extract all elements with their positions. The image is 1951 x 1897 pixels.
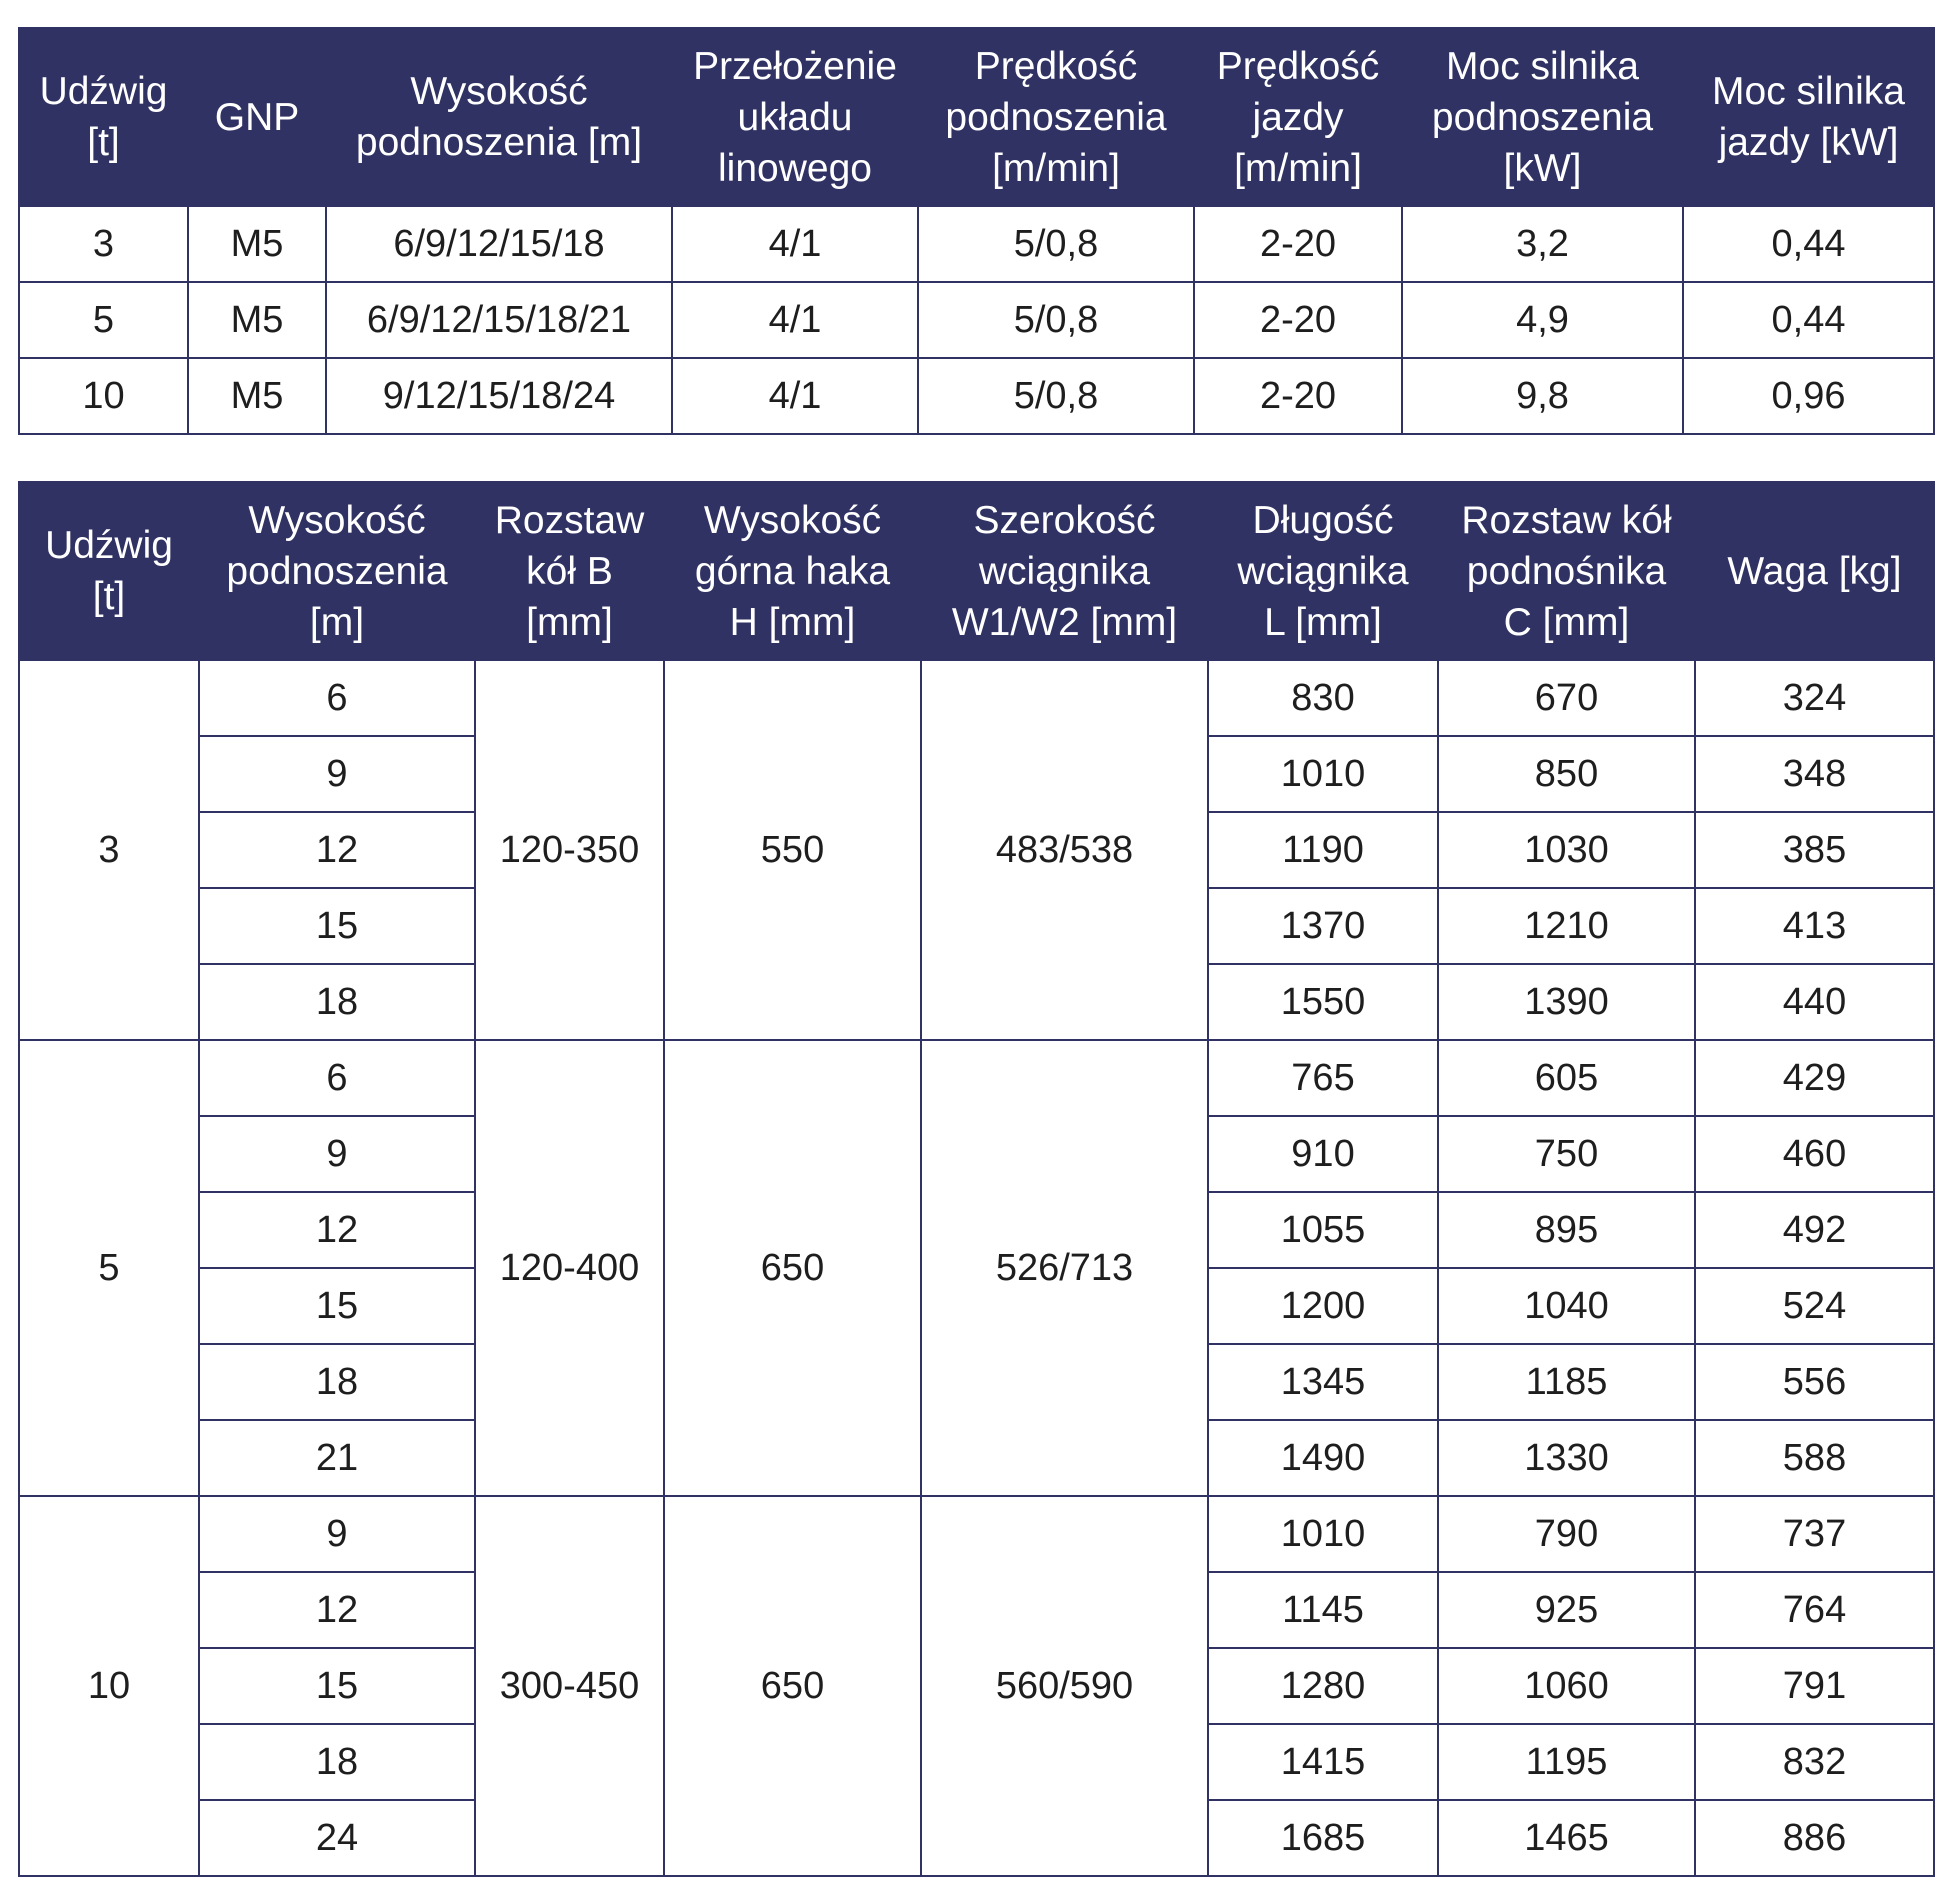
header-line: [t] — [92, 575, 126, 618]
header-line: [kW] — [1503, 146, 1582, 190]
hoist-spec-table-header — [19, 28, 1934, 206]
header-rope-reeving — [672, 28, 918, 206]
header-line: Udźwig — [39, 70, 168, 113]
hoist-spec-table-body — [19, 206, 1934, 434]
height-cell: 18 — [199, 1344, 475, 1420]
height-cell: 9 — [199, 736, 475, 812]
header-lifting-height — [326, 28, 672, 206]
header-hoist-length — [1208, 482, 1438, 660]
header-line: Rozstaw — [494, 498, 645, 542]
capacity-cell: 10 — [19, 1496, 199, 1876]
header-line: L [mm] — [1264, 600, 1382, 644]
header-line: podnośnika — [1466, 549, 1667, 593]
table-row — [19, 282, 1934, 358]
length-cell: 1010 — [1208, 1496, 1438, 1572]
table-cell: 0,44 — [1683, 282, 1934, 358]
header-line: wciągnika — [978, 549, 1151, 593]
weight-cell: 324 — [1695, 660, 1934, 736]
length-cell: 1010 — [1208, 736, 1438, 812]
height-cell: 15 — [199, 1648, 475, 1724]
spacing-c-cell: 1185 — [1438, 1344, 1695, 1420]
header-hook-height-h — [664, 482, 921, 660]
length-cell: 1280 — [1208, 1648, 1438, 1724]
dimensions-table — [18, 481, 1935, 1877]
header-line: Prędkość — [1216, 44, 1380, 88]
table-row — [19, 1496, 1934, 1572]
weight-cell: 764 — [1695, 1572, 1934, 1648]
header-line: jazdy — [1252, 95, 1344, 139]
spacing-c-cell: 925 — [1438, 1572, 1695, 1648]
table-cell: 6/9/12/15/18 — [326, 206, 672, 282]
table-cell: 5/0,8 — [918, 206, 1194, 282]
table-row — [19, 1040, 1934, 1116]
width-cell: 526/713 — [921, 1040, 1208, 1496]
length-cell: 765 — [1208, 1040, 1438, 1116]
wheel-spacing-b-cell: 300-450 — [475, 1496, 664, 1876]
spacing-c-cell: 1390 — [1438, 964, 1695, 1040]
spacing-c-cell: 850 — [1438, 736, 1695, 812]
height-cell: 15 — [199, 888, 475, 964]
weight-cell: 385 — [1695, 812, 1934, 888]
weight-cell: 413 — [1695, 888, 1934, 964]
spacing-c-cell: 895 — [1438, 1192, 1695, 1268]
header-capacity — [19, 28, 188, 206]
height-cell: 15 — [199, 1268, 475, 1344]
header-line: Prędkość — [974, 44, 1138, 88]
header-travel-speed — [1194, 28, 1402, 206]
header-line: Moc silnika — [1446, 44, 1639, 88]
header-line: podnoszenia — [226, 549, 448, 593]
weight-cell: 832 — [1695, 1724, 1934, 1800]
capacity-cell: 5 — [19, 1040, 199, 1496]
weight-cell: 556 — [1695, 1344, 1934, 1420]
header-line: Wysokość — [248, 498, 426, 542]
spacing-c-cell: 750 — [1438, 1116, 1695, 1192]
length-cell: 910 — [1208, 1116, 1438, 1192]
height-cell: 6 — [199, 1040, 475, 1116]
table-cell: 6/9/12/15/18/21 — [326, 282, 672, 358]
width-cell: 483/538 — [921, 660, 1208, 1040]
table-cell: 2-20 — [1194, 282, 1402, 358]
spacing-c-cell: 670 — [1438, 660, 1695, 736]
spacing-c-cell: 1030 — [1438, 812, 1695, 888]
table-cell: 5/0,8 — [918, 282, 1194, 358]
table-cell: 5/0,8 — [918, 358, 1194, 434]
header-wheel-spacing-b — [475, 482, 664, 660]
spacing-c-cell: 1060 — [1438, 1648, 1695, 1724]
length-cell: 1200 — [1208, 1268, 1438, 1344]
hook-height-cell: 650 — [664, 1496, 921, 1876]
header-line: Waga [kg] — [1727, 549, 1902, 593]
weight-cell: 791 — [1695, 1648, 1934, 1724]
length-cell: 1550 — [1208, 964, 1438, 1040]
height-cell: 18 — [199, 964, 475, 1040]
header-line: linowego — [718, 146, 872, 190]
dimensions-table-header — [19, 482, 1934, 660]
weight-cell: 348 — [1695, 736, 1934, 812]
header-lifting-speed — [918, 28, 1194, 206]
weight-cell: 737 — [1695, 1496, 1934, 1572]
header-capacity — [19, 482, 199, 660]
wheel-spacing-b-cell: 120-400 — [475, 1040, 664, 1496]
spacing-c-cell: 1465 — [1438, 1800, 1695, 1876]
length-cell: 1685 — [1208, 1800, 1438, 1876]
table-cell: 2-20 — [1194, 206, 1402, 282]
header-line: wciągnika — [1237, 549, 1409, 593]
header-line: kół B — [526, 549, 613, 593]
header-line: C [mm] — [1503, 600, 1630, 644]
header-weight — [1695, 482, 1934, 660]
header-line: Udźwig — [45, 524, 173, 567]
weight-cell: 588 — [1695, 1420, 1934, 1496]
header-hoist-width — [921, 482, 1208, 660]
weight-cell: 886 — [1695, 1800, 1934, 1876]
length-cell: 1190 — [1208, 812, 1438, 888]
header-line: Rozstaw kół — [1461, 498, 1672, 542]
header-line: [m/min] — [1234, 146, 1362, 190]
height-cell: 9 — [199, 1496, 475, 1572]
header-line: GNP — [214, 95, 300, 139]
header-duty-class — [188, 28, 326, 206]
header-line: Przełożenie — [693, 44, 897, 88]
spacing-c-cell: 605 — [1438, 1040, 1695, 1116]
length-cell: 1145 — [1208, 1572, 1438, 1648]
capacity-cell: 3 — [19, 660, 199, 1040]
header-line: [m/min] — [992, 146, 1120, 190]
table-cell: 4/1 — [672, 358, 918, 434]
length-cell: 1490 — [1208, 1420, 1438, 1496]
height-cell: 9 — [199, 1116, 475, 1192]
table-cell: M5 — [188, 206, 326, 282]
header-line: W1/W2 [mm] — [951, 600, 1178, 644]
table-cell: 0,44 — [1683, 206, 1934, 282]
table-cell: 3 — [19, 206, 188, 282]
length-cell: 1345 — [1208, 1344, 1438, 1420]
table-cell: 2-20 — [1194, 358, 1402, 434]
table-row — [19, 206, 1934, 282]
length-cell: 1055 — [1208, 1192, 1438, 1268]
weight-cell: 460 — [1695, 1116, 1934, 1192]
table-cell: M5 — [188, 358, 326, 434]
hook-height-cell: 650 — [664, 1040, 921, 1496]
wheel-spacing-b-cell: 120-350 — [475, 660, 664, 1040]
length-cell: 1415 — [1208, 1724, 1438, 1800]
table-cell: 10 — [19, 358, 188, 434]
header-line: podnoszenia — [1431, 95, 1654, 139]
header-line: Wysokość — [703, 498, 882, 542]
table-cell: 9,8 — [1402, 358, 1683, 434]
header-line: górna haka — [694, 549, 891, 593]
table-row — [19, 660, 1934, 736]
table-cell: 5 — [19, 282, 188, 358]
hook-height-cell: 550 — [664, 660, 921, 1040]
table-cell: 3,2 — [1402, 206, 1683, 282]
header-line: [m] — [309, 600, 365, 644]
table-cell: 0,96 — [1683, 358, 1934, 434]
header-line: Wysokość — [410, 70, 588, 113]
table-row — [19, 358, 1934, 434]
header-line: Długość — [1252, 498, 1394, 542]
weight-cell: 440 — [1695, 964, 1934, 1040]
spacing-c-cell: 790 — [1438, 1496, 1695, 1572]
height-cell: 12 — [199, 1572, 475, 1648]
height-cell: 12 — [199, 1192, 475, 1268]
hoist-spec-table — [18, 27, 1935, 435]
height-cell: 6 — [199, 660, 475, 736]
weight-cell: 429 — [1695, 1040, 1934, 1116]
length-cell: 1370 — [1208, 888, 1438, 964]
header-line: podnoszenia [m] — [355, 121, 643, 164]
weight-cell: 524 — [1695, 1268, 1934, 1344]
header-line: [t] — [87, 121, 120, 164]
width-cell: 560/590 — [921, 1496, 1208, 1876]
spacing-c-cell: 1040 — [1438, 1268, 1695, 1344]
length-cell: 830 — [1208, 660, 1438, 736]
spacing-c-cell: 1195 — [1438, 1724, 1695, 1800]
spacing-c-cell: 1210 — [1438, 888, 1695, 964]
header-line: podnoszenia — [945, 95, 1167, 139]
height-cell: 12 — [199, 812, 475, 888]
header-lifting-height — [199, 482, 475, 660]
header-travel-motor-power — [1683, 28, 1934, 206]
table-cell: 4/1 — [672, 206, 918, 282]
header-line: Szerokość — [973, 498, 1156, 542]
spacing-c-cell: 1330 — [1438, 1420, 1695, 1496]
header-lifting-motor-power — [1402, 28, 1683, 206]
weight-cell: 492 — [1695, 1192, 1934, 1268]
header-line: [mm] — [526, 600, 613, 644]
header-line: Moc silnika — [1712, 70, 1905, 113]
header-line: układu — [737, 95, 853, 139]
height-cell: 21 — [199, 1420, 475, 1496]
table-cell: 9/12/15/18/24 — [326, 358, 672, 434]
height-cell: 24 — [199, 1800, 475, 1876]
table-cell: 4/1 — [672, 282, 918, 358]
header-line: H [mm] — [729, 600, 856, 644]
header-wheel-spacing-c — [1438, 482, 1695, 660]
table-cell: M5 — [188, 282, 326, 358]
height-cell: 18 — [199, 1724, 475, 1800]
table-cell: 4,9 — [1402, 282, 1683, 358]
dimensions-table-body — [19, 660, 1934, 1876]
header-line: jazdy [kW] — [1718, 121, 1899, 164]
